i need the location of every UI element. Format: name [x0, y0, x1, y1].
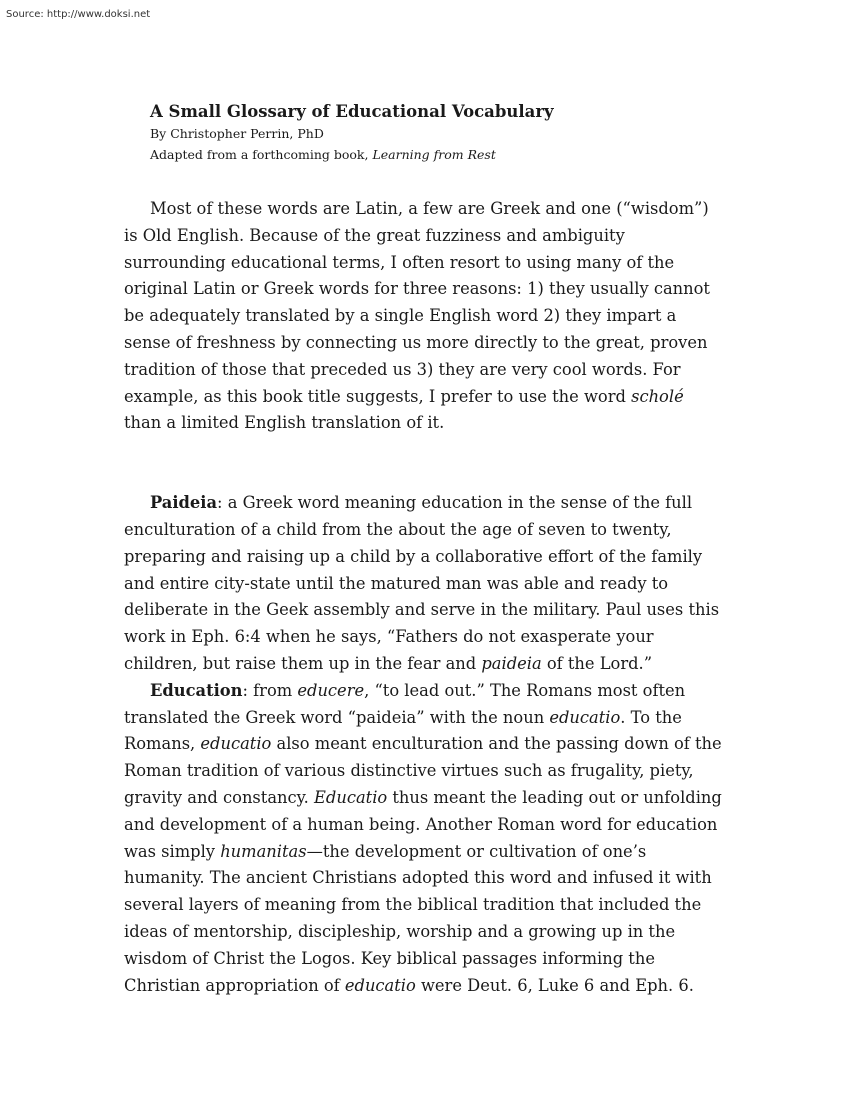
education-italic-educatio-1: educatio	[549, 707, 621, 727]
education-italic-educatio-3: Educatio	[314, 787, 388, 807]
education-text-5: thus meant the leading out or unfolding and development of a human being. Another Roman word for education was simply	[124, 787, 722, 861]
education-italic-educere: educere	[297, 680, 365, 700]
education-text-7: were Deut. 6, Luke 6 and Eph. 6.	[415, 975, 694, 995]
education-text-2: , “to lead out.” The Romans most often translated the Greek word “paideia” with the noun	[124, 680, 686, 727]
education-italic-educatio-2: educatio	[200, 734, 272, 754]
document-body	[124, 196, 726, 999]
adapted-note	[150, 144, 750, 165]
education-text-1: : from	[242, 680, 298, 700]
education-italic-educatio-4: educatio	[344, 975, 416, 995]
paideia-entry	[124, 490, 726, 678]
paideia-italic: paideia	[481, 653, 542, 673]
adapted-prefix: Adapted from a forthcoming book,	[150, 147, 373, 162]
intro-italic-schole: scholé	[631, 386, 684, 406]
education-term: Education	[150, 680, 243, 700]
education-text-3: . To the Romans,	[124, 707, 682, 754]
document-title: A Small Glossary of Educational Vocabulary	[150, 102, 554, 121]
paideia-text-2: of the Lord.”	[541, 653, 653, 673]
book-title: Learning from Rest	[372, 147, 496, 162]
paideia-text-1: : a Greek word meaning education in the sense of the full enculturation of a child from the about the age of seven to twenty, preparing and raising up a child by a collaborative effort of the family and entire city-state until the matured man was able and ready to deliberate in the Geek assembly and serve in the military. Paul uses this work in Eph. 6:4 when he says, “Fathers do not exasperate your children, but raise them up in the fear and	[124, 493, 720, 673]
education-text-4: also meant enculturation and the passing down of the Roman tradition of various distinctive virtues such as frugality, piety, gravity and constancy.	[124, 734, 722, 807]
source-label: Source: http://www.doksi.net	[6, 9, 151, 20]
education-italic-humanitas: humanitas	[220, 841, 307, 861]
intro-text-2: than a limited English translation of it.	[124, 413, 445, 433]
education-entry	[124, 678, 726, 1000]
intro-paragraph	[124, 196, 726, 437]
intro-text-1: Most of these words are Latin, a few are Greek and one (“wisdom”) is Old English. Because of the great fuzziness and ambiguity surrounding educational terms, I often resort to using many of the original Latin or Greek words for three reasons: 1) they usually cannot be adequately translated by a single English word 2) they impart a sense of freshness by connecting us more directly to the great, proven tradition of those that preceded us 3) they are very cool words. For example, as this book title suggests, I prefer to use the word	[124, 199, 710, 406]
byline: By Christopher Perrin, PhD	[150, 126, 324, 141]
document-header	[150, 101, 750, 165]
education-text-6: —the development or cultivation of one’s humanity. The ancient Christians adopted this word and infused it with several layers of meaning from the biblical tradition that included the ideas of mentorship, discipleship, worship and a growing up in the wisdom of Christ the Logos. Key biblical passages informing the Christian appropriation of	[124, 841, 712, 995]
paideia-term: Paideia	[150, 493, 218, 513]
